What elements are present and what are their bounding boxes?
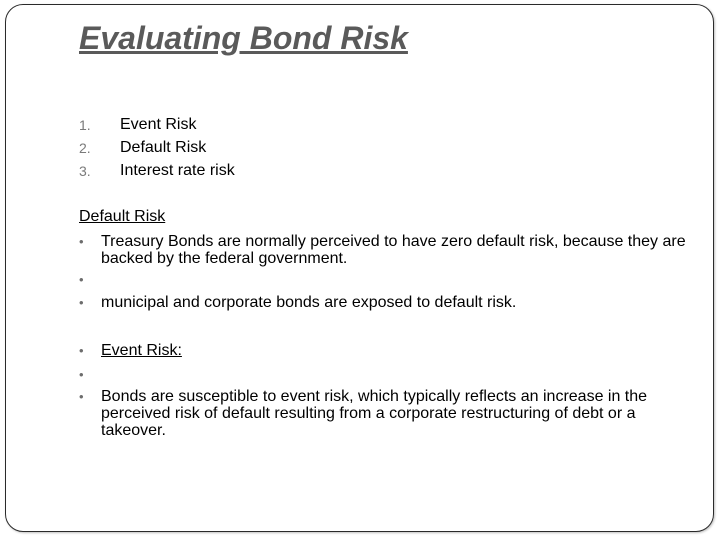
list-number: 2. <box>79 140 91 156</box>
bullet-icon: • <box>79 234 84 249</box>
slide-title: Evaluating Bond Risk <box>79 20 408 56</box>
bullet-text: municipal and corporate bonds are exposed to default risk. <box>101 294 517 311</box>
list-number: 1. <box>79 117 91 133</box>
list-item-text: Event Risk <box>120 116 197 133</box>
default-risk-heading: Default Risk <box>79 208 166 225</box>
bullet-icon: • <box>79 343 84 358</box>
list-item-text: Default Risk <box>120 139 207 156</box>
bullet-icon: • <box>79 367 84 382</box>
slide-frame <box>5 4 714 532</box>
bullet-icon: • <box>79 295 84 310</box>
bullet-icon: • <box>79 272 84 287</box>
bullet-icon: • <box>79 389 84 404</box>
bullet-text: Treasury Bonds are normally perceived to have zero default risk, because they are backed by the federal government. <box>101 233 686 267</box>
list-item-text: Interest rate risk <box>120 162 235 179</box>
event-risk-heading: Event Risk: <box>101 342 182 359</box>
bullet-text: Bonds are susceptible to event risk, which typically reflects an increase in the perceived risk of default resulting from a corporate restructuring of debt or a takeover. <box>101 388 648 439</box>
list-number: 3. <box>79 163 91 179</box>
